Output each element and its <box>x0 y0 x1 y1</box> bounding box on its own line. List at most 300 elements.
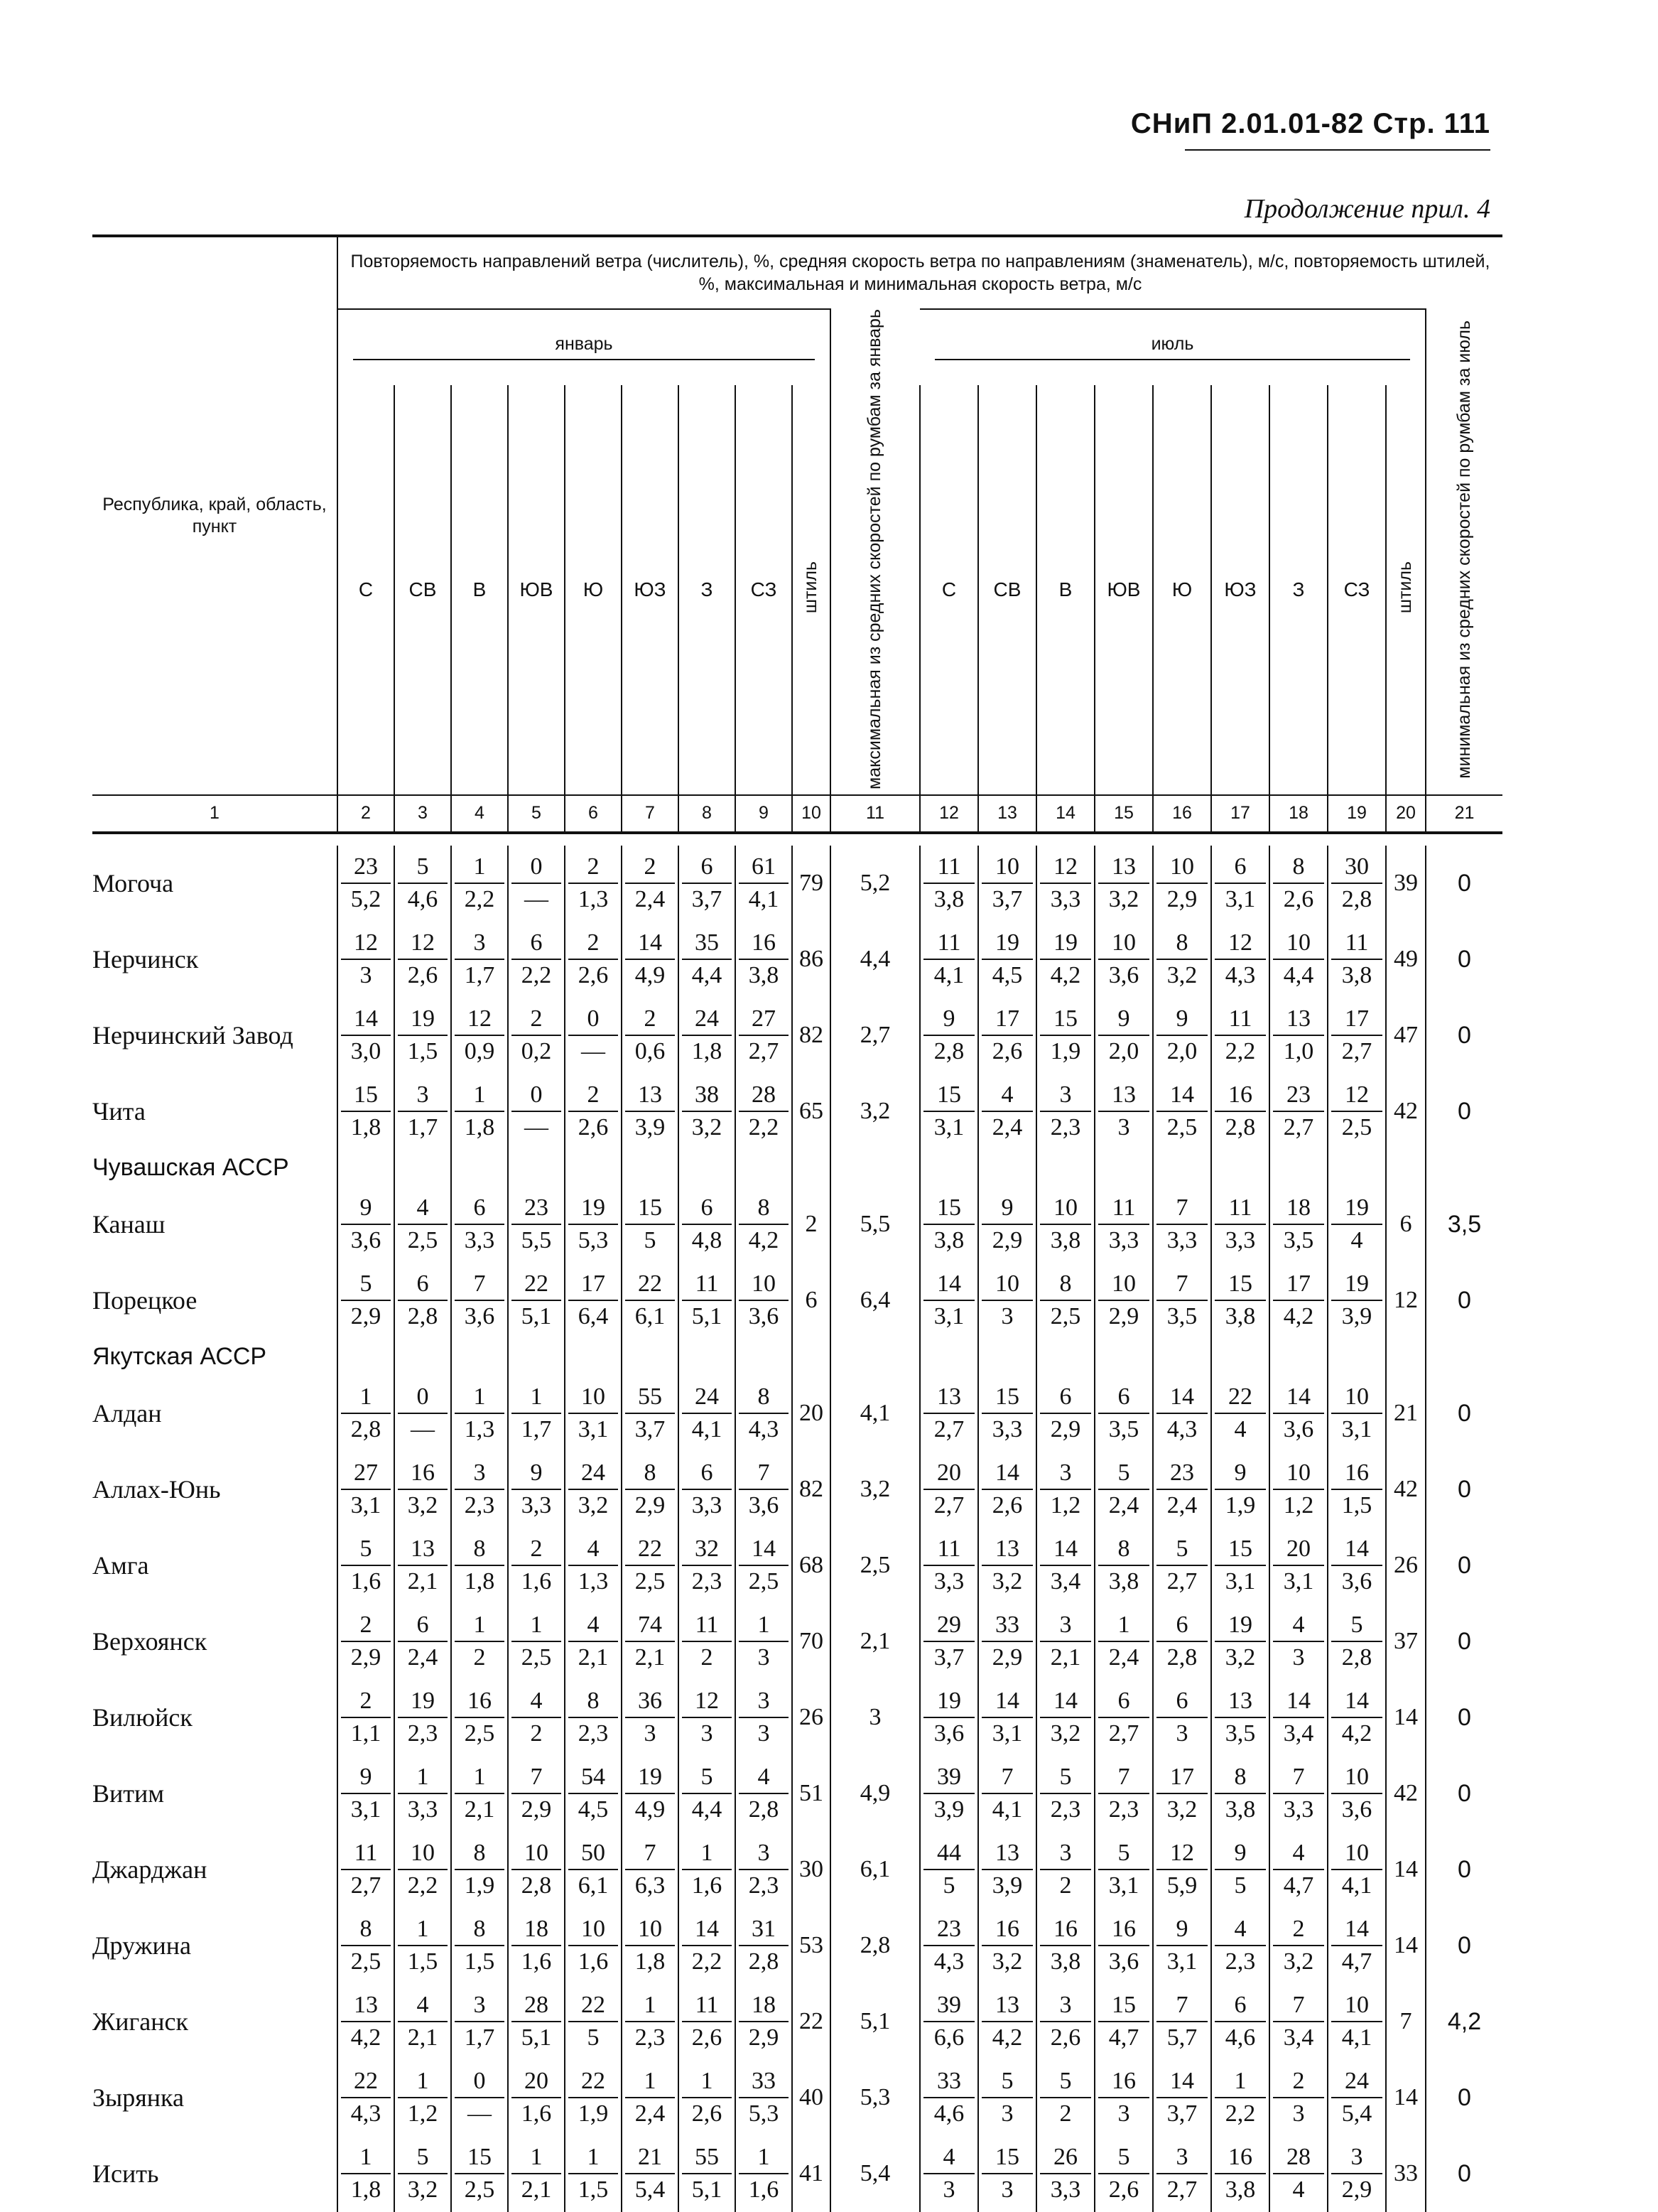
fraction-cell <box>451 2060 508 2136</box>
fraction-cell <box>1328 2060 1386 2136</box>
frequency-percent: 8 <box>455 1914 504 1946</box>
frequency-percent: 18 <box>739 1990 789 2022</box>
jul-calm-value: 7 <box>1386 1984 1426 2060</box>
fraction-cell <box>978 922 1036 998</box>
frequency-percent: 16 <box>398 1457 448 1490</box>
fraction-cell <box>394 1756 451 1832</box>
fraction <box>338 1003 394 1067</box>
fraction-cell <box>337 1452 394 1528</box>
mean-speed: 1,7 <box>407 1114 438 1141</box>
mean-speed: 4,1 <box>748 886 779 913</box>
mean-speed: 2,1 <box>521 2176 552 2203</box>
frequency-percent: 16 <box>1215 2142 1266 2174</box>
fraction <box>338 1457 394 1521</box>
fraction <box>679 851 735 915</box>
fraction <box>565 1268 621 1332</box>
fraction <box>1037 1003 1094 1067</box>
fraction-cell <box>1328 1376 1386 1452</box>
fraction-cell <box>1153 1187 1211 1263</box>
mean-speed: 2,6 <box>691 2100 722 2127</box>
mean-speed: 3,5 <box>1108 1416 1139 1443</box>
fraction <box>679 2142 735 2206</box>
fraction-cell <box>451 998 508 1074</box>
frequency-percent: 17 <box>982 1003 1033 1036</box>
fraction <box>1270 1685 1327 1749</box>
frequency-percent: 0 <box>568 1003 618 1036</box>
mean-speed: 1,5 <box>407 1038 438 1065</box>
frequency-percent: 3 <box>1156 2142 1208 2174</box>
fraction <box>1037 1838 1094 1901</box>
fraction <box>452 1381 507 1445</box>
frequency-percent: 7 <box>1273 1761 1324 1794</box>
jul-min-value: 0 <box>1426 1604 1502 1680</box>
mean-speed: 2,9 <box>350 1644 381 1671</box>
fraction-cell <box>337 1187 394 1263</box>
frequency-percent: 9 <box>341 1761 391 1794</box>
fraction-cell <box>337 1074 394 1150</box>
frequency-percent: 2 <box>341 1609 391 1642</box>
july-label: июль <box>935 334 1409 360</box>
fraction-cell <box>1328 1756 1386 1832</box>
fraction-cell <box>978 1376 1036 1452</box>
frequency-percent: 4 <box>398 1990 448 2022</box>
fraction <box>1037 1533 1094 1597</box>
station-name: Чита <box>92 1074 337 1150</box>
fraction-cell <box>394 1680 451 1756</box>
mean-speed: 1,9 <box>464 1872 495 1899</box>
table-row <box>92 1756 1502 1832</box>
frequency-percent: 16 <box>1331 1457 1382 1490</box>
fraction <box>921 2142 977 2206</box>
frequency-percent: 55 <box>682 2142 732 2174</box>
frequency-percent: 14 <box>739 1533 789 1566</box>
fraction-cell <box>622 1528 678 1604</box>
fraction-cell <box>337 1263 394 1339</box>
mean-speed: 3,9 <box>933 1796 965 1823</box>
fraction-cell <box>451 1832 508 1908</box>
column-number: 14 <box>1036 795 1095 833</box>
mean-speed: 4,3 <box>933 1948 965 1975</box>
frequency-percent: 6 <box>398 1268 448 1301</box>
fraction-cell <box>508 1376 565 1452</box>
mean-speed: 2,3 <box>691 1568 722 1595</box>
mean-speed: 1,6 <box>521 1568 552 1595</box>
frequency-percent: 24 <box>682 1003 732 1036</box>
fraction-cell <box>920 1604 978 1680</box>
fraction <box>395 1079 450 1143</box>
fraction <box>509 1079 564 1143</box>
mean-speed: 2,8 <box>1341 1644 1372 1671</box>
fraction-cell <box>1153 998 1211 1074</box>
frequency-percent: 9 <box>1215 1457 1266 1490</box>
mean-speed: 4 <box>1350 1227 1363 1254</box>
mean-speed: 2,6 <box>1108 2176 1139 2203</box>
empty-cell <box>337 1150 394 1187</box>
column-number: 3 <box>394 795 451 833</box>
fraction-cell <box>1269 1074 1328 1150</box>
frequency-percent: 5 <box>1331 1609 1382 1642</box>
fraction-cell <box>451 1680 508 1756</box>
empty-cell <box>1269 1339 1328 1376</box>
mean-speed: 2,5 <box>464 1720 495 1747</box>
table-row <box>92 1984 1502 2060</box>
jan-calm-value: 79 <box>792 846 830 922</box>
fraction-cell <box>678 2060 735 2136</box>
frequency-percent: 8 <box>568 1685 618 1718</box>
mean-speed: 2,1 <box>407 2024 438 2051</box>
mean-speed: 3 <box>1292 1644 1305 1671</box>
fraction <box>565 1914 621 1978</box>
jan-max-value: 4,9 <box>830 1756 920 1832</box>
mean-speed: 2,5 <box>634 1568 666 1595</box>
station-name: Амга <box>92 1528 337 1604</box>
fraction <box>921 1003 977 1067</box>
jul-min-value: 0 <box>1426 1452 1502 1528</box>
jan-calm-value: 22 <box>792 1984 830 2060</box>
jan-max-value: 2,1 <box>830 1604 920 1680</box>
station-name: Вилюйск <box>92 1680 337 1756</box>
fraction-cell <box>978 1263 1036 1339</box>
mean-speed: 2,5 <box>407 1227 438 1254</box>
fraction-cell <box>1269 1263 1328 1339</box>
fraction-cell <box>1095 1832 1153 1908</box>
frequency-percent: 12 <box>682 1685 732 1718</box>
frequency-percent: 5 <box>1098 1838 1149 1870</box>
frequency-percent: 11 <box>923 1533 975 1566</box>
empty-cell <box>920 1339 978 1376</box>
fraction <box>1095 851 1152 915</box>
fraction <box>395 1761 450 1825</box>
fraction-cell <box>1328 1074 1386 1150</box>
fraction <box>1270 1192 1327 1256</box>
frequency-percent: 9 <box>982 1192 1033 1225</box>
mean-speed: 1,6 <box>521 1948 552 1975</box>
fraction <box>565 2066 621 2130</box>
fraction <box>921 851 977 915</box>
mean-speed: 2,3 <box>407 1720 438 1747</box>
fraction <box>1095 1381 1152 1445</box>
fraction-cell <box>394 1376 451 1452</box>
table-row <box>92 922 1502 998</box>
mean-speed: 1,6 <box>521 2100 552 2127</box>
fraction <box>395 927 450 991</box>
fraction <box>509 1192 564 1256</box>
frequency-percent: 23 <box>1156 1457 1208 1490</box>
fraction <box>1212 1192 1269 1256</box>
fraction-cell <box>622 1452 678 1528</box>
fraction <box>979 851 1036 915</box>
fraction <box>1037 1990 1094 2054</box>
fraction-cell <box>451 1263 508 1339</box>
mean-speed: 2,6 <box>992 1038 1023 1065</box>
mean-speed: 3,2 <box>1166 1796 1198 1823</box>
fraction-cell <box>1269 1680 1328 1756</box>
frequency-percent: 5 <box>341 1268 391 1301</box>
frequency-percent: 6 <box>455 1192 504 1225</box>
fraction-cell <box>735 846 792 922</box>
fraction-cell <box>565 1376 622 1452</box>
fraction-cell <box>1211 2060 1269 2136</box>
fraction-cell <box>622 1680 678 1756</box>
fraction <box>565 1003 621 1067</box>
fraction-cell <box>1269 2060 1328 2136</box>
mean-speed: 5,2 <box>350 886 381 913</box>
fraction-cell <box>1095 1680 1153 1756</box>
mean-speed: 3,3 <box>407 1796 438 1823</box>
fraction-cell <box>735 1376 792 1452</box>
fraction <box>509 1268 564 1332</box>
fraction <box>509 1381 564 1445</box>
table-row <box>92 2136 1502 2212</box>
fraction <box>1154 1990 1210 2054</box>
fraction-cell <box>1036 1074 1095 1150</box>
empty-cell <box>451 1339 508 1376</box>
fraction <box>1095 1192 1152 1256</box>
station-name: Дружина <box>92 1908 337 1984</box>
fraction-cell <box>1036 1908 1095 1984</box>
frequency-percent: 5 <box>1040 1761 1091 1794</box>
fraction-cell <box>508 922 565 998</box>
fraction-cell <box>1211 1680 1269 1756</box>
mean-speed: 2,7 <box>1108 1720 1139 1747</box>
frequency-percent: 7 <box>1273 1990 1324 2022</box>
fraction-cell <box>337 1832 394 1908</box>
mean-speed: — <box>467 2100 492 2127</box>
mean-speed: 3 <box>943 2176 955 2203</box>
fraction <box>452 1079 507 1143</box>
fraction-cell <box>508 1528 565 1604</box>
mean-speed: 3,7 <box>1166 2100 1198 2127</box>
mean-speed: 3,8 <box>933 886 965 913</box>
table-row <box>92 1528 1502 1604</box>
mean-speed: 3,2 <box>691 1114 722 1141</box>
jul-calm-value: 14 <box>1386 1832 1426 1908</box>
frequency-percent: 2 <box>625 851 675 884</box>
mean-speed: 2,5 <box>464 2176 495 2203</box>
mean-speed: 5,7 <box>1166 2024 1198 2051</box>
fraction <box>1212 2066 1269 2130</box>
fraction <box>338 1761 394 1825</box>
fraction <box>921 2066 977 2130</box>
mean-speed: 3,1 <box>1108 1872 1139 1899</box>
fraction-cell <box>508 1680 565 1756</box>
frequency-percent: 3 <box>1040 1990 1091 2022</box>
fraction <box>395 1685 450 1749</box>
jan-calm-value: 68 <box>792 1528 830 1604</box>
fraction-cell <box>1036 1680 1095 1756</box>
frequency-percent: 8 <box>1156 927 1208 960</box>
fraction <box>509 1609 564 1673</box>
frequency-percent: 4 <box>568 1609 618 1642</box>
fraction-cell <box>622 1908 678 1984</box>
fraction-cell <box>920 1984 978 2060</box>
frequency-percent: 0 <box>511 851 561 884</box>
frequency-percent: 17 <box>1156 1761 1208 1794</box>
fraction <box>622 1838 678 1901</box>
fraction <box>679 1268 735 1332</box>
fraction <box>979 2142 1036 2206</box>
fraction <box>565 851 621 915</box>
table-row <box>92 1376 1502 1452</box>
mean-speed: 3,3 <box>1225 1227 1256 1254</box>
fraction-cell <box>1095 1756 1153 1832</box>
frequency-percent: 4 <box>398 1192 448 1225</box>
frequency-percent: 28 <box>511 1990 561 2022</box>
mean-speed: 3 <box>1117 1114 1130 1141</box>
frequency-percent: 38 <box>682 1079 732 1112</box>
frequency-percent: 1 <box>455 1761 504 1794</box>
mean-speed: 4,1 <box>992 1796 1023 1823</box>
empty-cell <box>920 1150 978 1187</box>
mean-speed: 3,8 <box>1225 1303 1256 1330</box>
fraction <box>509 1838 564 1901</box>
mean-speed: 2,6 <box>578 962 609 989</box>
fraction-cell <box>394 1187 451 1263</box>
jan-max-value: 5,1 <box>830 1984 920 2060</box>
fraction <box>622 1685 678 1749</box>
frequency-percent: 22 <box>341 2066 391 2098</box>
fraction-cell <box>678 1604 735 1680</box>
fraction-cell <box>978 1074 1036 1150</box>
frequency-percent: 7 <box>625 1838 675 1870</box>
fraction-cell <box>394 1832 451 1908</box>
fraction <box>1212 1003 1269 1067</box>
mean-speed: 5 <box>1234 1872 1247 1899</box>
frequency-percent: 6 <box>1215 1990 1266 2022</box>
fraction-cell <box>1036 2136 1095 2212</box>
fraction <box>622 1761 678 1825</box>
fraction <box>395 2142 450 2206</box>
mean-speed: 2 <box>1059 2100 1072 2127</box>
mean-speed: 0,6 <box>634 1038 666 1065</box>
fraction-cell <box>1269 1528 1328 1604</box>
frequency-percent: 19 <box>1040 927 1091 960</box>
mean-speed: 1,8 <box>464 1114 495 1141</box>
frequency-percent: 3 <box>1040 1079 1091 1112</box>
jul-calm-value: 33 <box>1386 2136 1426 2212</box>
jul-calm-value: 14 <box>1386 1908 1426 1984</box>
fraction <box>622 2142 678 2206</box>
jul-min-value: 0 <box>1426 1263 1502 1339</box>
frequency-percent: 4 <box>1273 1609 1324 1642</box>
mean-speed: 2,7 <box>933 1492 965 1519</box>
fraction <box>338 1268 394 1332</box>
frequency-percent: 9 <box>341 1192 391 1225</box>
calm-label: штиль <box>1395 561 1416 613</box>
frequency-percent: 7 <box>739 1457 789 1490</box>
fraction <box>1328 1268 1385 1332</box>
mean-speed: 2,3 <box>578 1720 609 1747</box>
frequency-percent: 4 <box>511 1685 561 1718</box>
fraction-cell <box>1153 1984 1211 2060</box>
mean-speed: 3,1 <box>350 1492 381 1519</box>
jul-direction-header: СЗ <box>1328 385 1386 795</box>
fraction <box>509 1685 564 1749</box>
jan-calm-value: 20 <box>792 1376 830 1452</box>
frequency-percent: 13 <box>1273 1003 1324 1036</box>
mean-speed: 2,5 <box>748 1568 779 1595</box>
frequency-percent: 6 <box>398 1609 448 1642</box>
fraction-cell <box>978 1187 1036 1263</box>
fraction-cell <box>394 846 451 922</box>
fraction-cell <box>1095 1187 1153 1263</box>
fraction-cell <box>1095 1984 1153 2060</box>
jan-max-value: 2,5 <box>830 1528 920 1604</box>
fraction-cell <box>1095 1074 1153 1150</box>
frequency-percent: 19 <box>1215 1609 1266 1642</box>
empty-cell <box>1386 1339 1426 1376</box>
fraction-cell <box>920 1376 978 1452</box>
fraction-cell <box>735 1452 792 1528</box>
frequency-percent: 6 <box>682 851 732 884</box>
mean-speed: 2,8 <box>748 1796 779 1823</box>
mean-speed: 4,5 <box>992 962 1023 989</box>
jul-min-value: 0 <box>1426 1832 1502 1908</box>
table-row <box>92 1680 1502 1756</box>
mean-speed: 2,2 <box>748 1114 779 1141</box>
fraction <box>452 1457 507 1521</box>
frequency-percent: 20 <box>923 1457 975 1490</box>
frequency-percent: 4 <box>739 1761 789 1794</box>
fraction <box>1037 2066 1094 2130</box>
empty-cell <box>735 1150 792 1187</box>
empty-cell <box>1036 1339 1095 1376</box>
empty-cell <box>451 1150 508 1187</box>
fraction <box>509 2066 564 2130</box>
frequency-percent: 15 <box>923 1192 975 1225</box>
mean-speed: 4,2 <box>1283 1303 1314 1330</box>
fraction <box>395 1192 450 1256</box>
fraction-cell <box>565 1187 622 1263</box>
frequency-percent: 15 <box>923 1079 975 1112</box>
fraction <box>1037 1914 1094 1978</box>
mean-speed: 2,6 <box>1050 2024 1081 2051</box>
mean-speed: 2,3 <box>1050 1796 1081 1823</box>
mean-speed: 3,1 <box>933 1114 965 1141</box>
fraction-cell <box>1153 1263 1211 1339</box>
frequency-percent: 13 <box>341 1990 391 2022</box>
fraction <box>509 1003 564 1067</box>
mean-speed: 4,4 <box>1283 962 1314 989</box>
jul-min-value: 3,5 <box>1426 1187 1502 1263</box>
frequency-percent: 10 <box>982 851 1033 884</box>
fraction <box>565 1838 621 1901</box>
frequency-percent: 5 <box>1156 1533 1208 1566</box>
frequency-percent: 35 <box>682 927 732 960</box>
fraction <box>622 1533 678 1597</box>
fraction <box>679 1533 735 1597</box>
frequency-percent: 14 <box>982 1457 1033 1490</box>
fraction-cell <box>1153 1604 1211 1680</box>
fraction <box>1212 1914 1269 1978</box>
frequency-percent: 4 <box>1215 1914 1266 1946</box>
fraction-cell <box>1269 2136 1328 2212</box>
fraction <box>1037 2142 1094 2206</box>
mean-speed: 3,6 <box>1341 1568 1372 1595</box>
frequency-percent: 7 <box>455 1268 504 1301</box>
fraction-cell <box>735 1984 792 2060</box>
jul-calm-value: 14 <box>1386 1680 1426 1756</box>
mean-speed: 2,7 <box>350 1872 381 1899</box>
frequency-percent: 12 <box>341 927 391 960</box>
mean-speed: 4,5 <box>578 1796 609 1823</box>
frequency-percent: 6 <box>1215 851 1266 884</box>
fraction <box>1328 1003 1385 1067</box>
empty-cell <box>1095 1339 1153 1376</box>
jan-max-value: 4,1 <box>830 1376 920 1452</box>
frequency-percent: 1 <box>511 1381 561 1414</box>
mean-speed: 3,6 <box>933 1720 965 1747</box>
